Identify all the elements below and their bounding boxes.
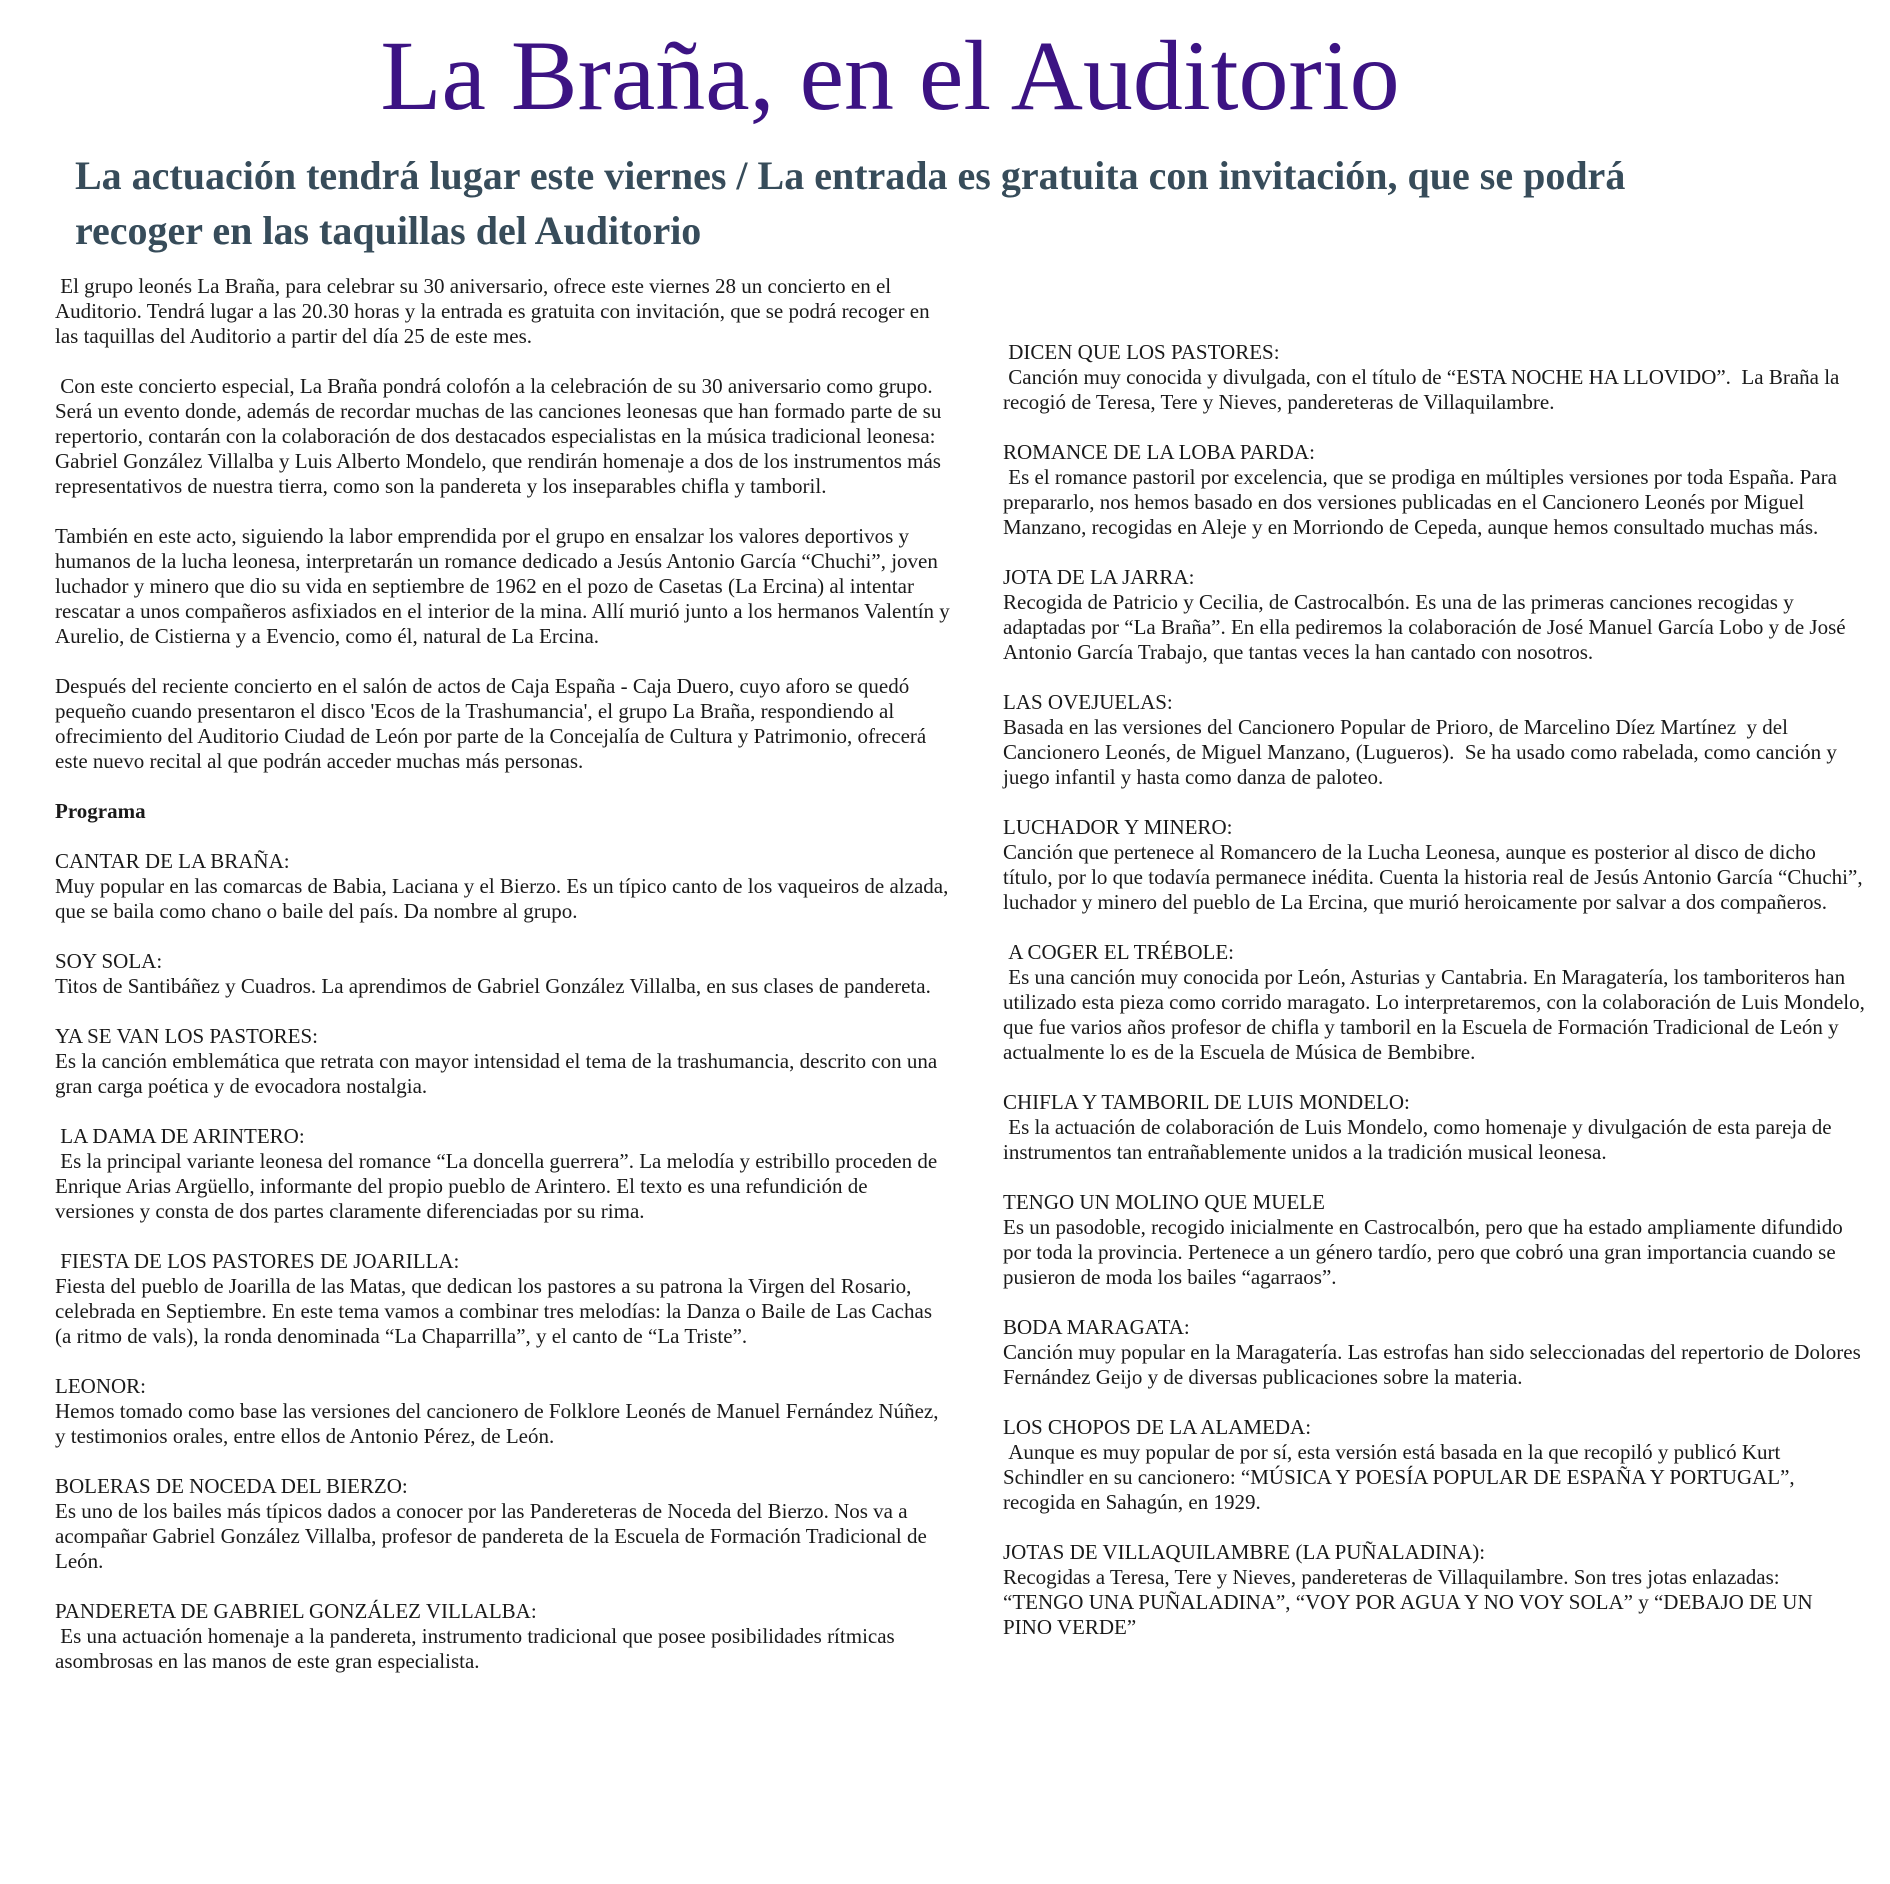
program-entry-title: YA SE VAN LOS PASTORES:: [55, 1024, 318, 1048]
program-entry-title: BODA MARAGATA:: [1003, 1315, 1190, 1339]
program-entry-title: LEONOR:: [55, 1374, 146, 1398]
program-entry-description: Aunque es muy popular de por sí, esta versión está basada en la que recopiló y publicó Kurt Schindler en su cancionero: “MÚSICA Y POESÍA POPULAR DE ESPAÑA Y PORTUGAL”, recogida en Sahagún, en 1929.: [1003, 1440, 1800, 1514]
program-entry-title: LOS CHOPOS DE LA ALAMEDA:: [1003, 1415, 1312, 1439]
program-entry-description: Fiesta del pueblo de Joarilla de las Matas, que dedican los pastores a su patrona la Virgen del Rosario, celebrada en Septiembre. En este tema vamos a combinar tres melodías: la Danza o Baile de Las Cachas (a ritmo de vals), la ronda denominada “La Chaparrilla”, y el canto de “La Triste”.: [55, 1274, 938, 1348]
program-entry-description: Es la principal variante leonesa del romance “La doncella guerrera”. La melodía y estribillo proceden de Enrique Arias Argüello, informante del propio pueblo de Arintero. El texto es una refundición de versiones y consta de dos partes claramente diferenciadas por su rima.: [55, 1149, 943, 1223]
intro-paragraph: El grupo leonés La Braña, para celebrar su 30 aniversario, ofrece este viernes 28 un concierto en el Auditorio. Tendrá lugar a las 20.30 horas y la entrada es gratuita con invitación, que se podrá recoger en las taquillas del Auditorio a partir del día 25 de este mes.: [55, 274, 935, 348]
program-entry: [55, 1599, 952, 1674]
program-entry-title: SOY SOLA:: [55, 949, 163, 973]
program-entry-description: Canción muy popular en la Maragatería. Las estrofas han sido seleccionadas del repertorio de Dolores Fernández Geijo y de diversas publicaciones sobre la materia.: [1003, 1340, 1867, 1389]
program-entry: [1003, 565, 1865, 665]
program-entry-description: Canción muy conocida y divulgada, con el título de “ESTA NOCHE HA LLOVIDO”. La Braña la recogió de Teresa, Tere y Nieves, pandereteras de Villaquilambre.: [1003, 365, 1845, 414]
program-entry-title: JOTA DE LA JARRA:: [1003, 565, 1195, 589]
program-entry: [1003, 1090, 1865, 1165]
program-entry-title: CHIFLA Y TAMBORIL DE LUIS MONDELO:: [1003, 1090, 1410, 1114]
program-entry-description: Es la actuación de colaboración de Luis Mondelo, como homenaje y divulgación de esta pareja de instrumentos tan entrañablemente unidos a la tradición musical leonesa.: [1003, 1115, 1837, 1164]
program-entry: [1003, 815, 1868, 915]
program-entry-description: Es un pasodoble, recogido inicialmente en Castrocalbón, pero que ha estado ampliamente difundido por toda la provincia. Pertenece a un género tardío, pero que cobró una gran importancia cuando se pusieron de moda los bailes “agarraos”.: [1003, 1215, 1849, 1289]
program-entry-description: Es la canción emblemática que retrata con mayor intensidad el tema de la trashumancia, descrito con una gran carga poética y de evocadora nostalgia.: [55, 1049, 943, 1098]
intro-paragraph: Con este concierto especial, La Braña pondrá colofón a la celebración de su 30 aniversario como grupo. Será un evento donde, además de recordar muchas de las canciones leonesas que han formado parte de su repertorio, contarán con la colaboración de dos destacados especialistas en la música tradicional leonesa: Gabriel González Villalba y Luis Alberto Mondelo, que rendirán homenaje a dos de los instrumentos más representativos de nuestra tierra, como son la pandereta y los inseparables chifla y tamboril.: [55, 374, 947, 498]
program-entry-title: LA DAMA DE ARINTERO:: [55, 1124, 305, 1148]
program-entry: [1003, 1540, 1865, 1640]
program-entry-description: Recogida de Patricio y Cecilia, de Castrocalbón. Es una de las primeras canciones recogidas y adaptadas por “La Braña”. En ella pediremos la colaboración de José Manuel García Lobo y de José Antonio García Trabajo, que tantas veces la han cantado con nosotros.: [1003, 590, 1850, 664]
page-title: La Braña, en el Auditorio: [380, 20, 1400, 131]
program-entry-title: LUCHADOR Y MINERO:: [1003, 815, 1233, 839]
program-entry: [55, 1124, 952, 1224]
program-entry: [1003, 690, 1865, 790]
program-entry-description: Es uno de los bailes más típicos dados a conocer por las Pandereteras de Noceda del Bierzo. Nos va a acompañar Gabriel González Villalba, profesor de pandereta de la Escuela de Formación Tradicional de León.: [55, 1499, 933, 1573]
program-entry-title: JOTAS DE VILLAQUILAMBRE (LA PUÑALADINA):: [1003, 1540, 1486, 1564]
program-entry-description: Es el romance pastoril por excelencia, que se prodiga en múltiples versiones por toda España. Para prepararlo, nos hemos basado en dos versiones publicadas en el Cancionero Leonés por Miguel Manzano, recogidas en Aleje y en Morriondo de Cepeda, aunque hemos consultado muchas más.: [1003, 465, 1843, 539]
program-entry-title: PANDERETA DE GABRIEL GONZÁLEZ VILLALBA:: [55, 1599, 537, 1623]
program-entry-description: Canción que pertenece al Romancero de la Lucha Leonesa, aunque es posterior al disco de dicho título, por lo que todavía permanece inédita. Cuenta la historia real de Jesús Antonio García “Chuchi”, luchador y minero del pueblo de La Ercina, que murió heroicamente por salvar a dos compañeros.: [1003, 840, 1868, 914]
intro-paragraph: También en este acto, siguiendo la labor emprendida por el grupo en ensalzar los valores deportivos y humanos de la lucha leonesa, interpretarán un romance dedicado a Jesús Antonio García “Chuchi”, joven luchador y minero que dio su vida en septiembre de 1962 en el pozo de Casetas (La Ercina) al intentar rescatar a unos compañeros asfixiados en el interior de la mina. Allí murió junto a los hermanos Valentín y Aurelio, de Cistierna y a Evencio, como él, natural de La Ercina.: [55, 524, 954, 648]
article-page: [0, 20, 1890, 1884]
right-column: [1003, 274, 1871, 1699]
article-columns: [0, 274, 1890, 1699]
program-entry: [1003, 440, 1865, 540]
program-entry-title: TENGO UN MOLINO QUE MUELE: [1003, 1190, 1325, 1214]
program-heading: Programa: [55, 799, 146, 823]
program-entry: [55, 1249, 952, 1349]
program-entry-description: Muy popular en las comarcas de Babia, Laciana y el Bierzo. Es un típico canto de los vaqueiros de alzada, que se baila como chano o baile del país. Da nombre al grupo.: [55, 874, 954, 923]
program-entry-title: BOLERAS DE NOCEDA DEL BIERZO:: [55, 1474, 408, 1498]
page-subtitle-line-2: recoger en las taquillas del Auditorio: [75, 208, 702, 253]
page-subtitle-line-1: La actuación tendrá lugar este viernes / La entrada es gratuita con invitación, que se podrá: [75, 153, 1626, 198]
program-entry: [1003, 1190, 1865, 1290]
intro-paragraph: Después del reciente concierto en el salón de actos de Caja España - Caja Duero, cuyo aforo se quedó pequeño cuando presentaron el disco 'Ecos de la Trashumancia', el grupo La Braña, respondiendo al ofrecimiento del Auditorio Ciudad de León por parte de la Concejalía de Cultura y Patrimonio, ofrecerá este nuevo recital al que podrán acceder muchas más personas.: [55, 674, 932, 773]
program-entry: [55, 1474, 952, 1574]
program-entry: [55, 849, 952, 924]
program-entry-description: Basada en las versiones del Cancionero Popular de Prioro, de Marcelino Díez Martínez y del Cancionero Leonés, de Miguel Manzano, (Lugueros). Se ha usado como rabelada, como canción y juego infantil y hasta como danza de paloteo.: [1003, 715, 1843, 789]
program-entry: [55, 949, 952, 999]
program-entry-title: FIESTA DE LOS PASTORES DE JOARILLA:: [55, 1249, 460, 1273]
program-entry: [1003, 340, 1865, 415]
program-entry-title: DICEN QUE LOS PASTORES:: [1003, 340, 1280, 364]
program-entry: [55, 1374, 952, 1449]
program-entry-description: Recogidas a Teresa, Tere y Nieves, pandereteras de Villaquilambre. Son tres jotas enlazadas: “TENGO UNA PUÑALADINA”, “VOY POR AGUA Y NO VOY SOLA” y “DEBAJO DE UN PINO VERDE”: [1003, 1565, 1818, 1639]
program-entry-description: Titos de Santibáñez y Cuadros. La aprendimos de Gabriel González Villalba, en sus clases de pandereta.: [55, 974, 931, 998]
page-subtitle: [0, 148, 1815, 258]
program-entry-title: LAS OVEJUELAS:: [1003, 690, 1173, 714]
program-entry: [55, 1024, 952, 1099]
program-entry-description: Hemos tomado como base las versiones del cancionero de Folklore Leonés de Manuel Fernández Núñez, y testimonios orales, entre ellos de Antonio Pérez, de León.: [55, 1399, 944, 1448]
program-entry-description: Es una actuación homenaje a la pandereta, instrumento tradicional que posee posibilidades rítmicas asombrosas en las manos de este gran especialista.: [55, 1624, 900, 1673]
program-entry: [1003, 1315, 1865, 1390]
program-entry-title: CANTAR DE LA BRAÑA:: [55, 849, 290, 873]
program-entry: [1003, 940, 1871, 1065]
program-entry-title: A COGER EL TRÉBOLE:: [1003, 940, 1234, 964]
program-entry-description: Es una canción muy conocida por León, Asturias y Cantabria. En Maragatería, los tamboriteros han utilizado esta pieza como corrido maragato. Lo interpretaremos, con la colaboración de Luis Mondelo, que fue varios años profesor de chifla y tamboril en la Escuela de Formación Tradicional de León y actualmente lo es de la Escuela de Música de Bembibre.: [1003, 965, 1871, 1064]
program-entry: [1003, 1415, 1865, 1515]
program-entry-title: ROMANCE DE LA LOBA PARDA:: [1003, 440, 1315, 464]
left-column: [55, 274, 952, 1699]
